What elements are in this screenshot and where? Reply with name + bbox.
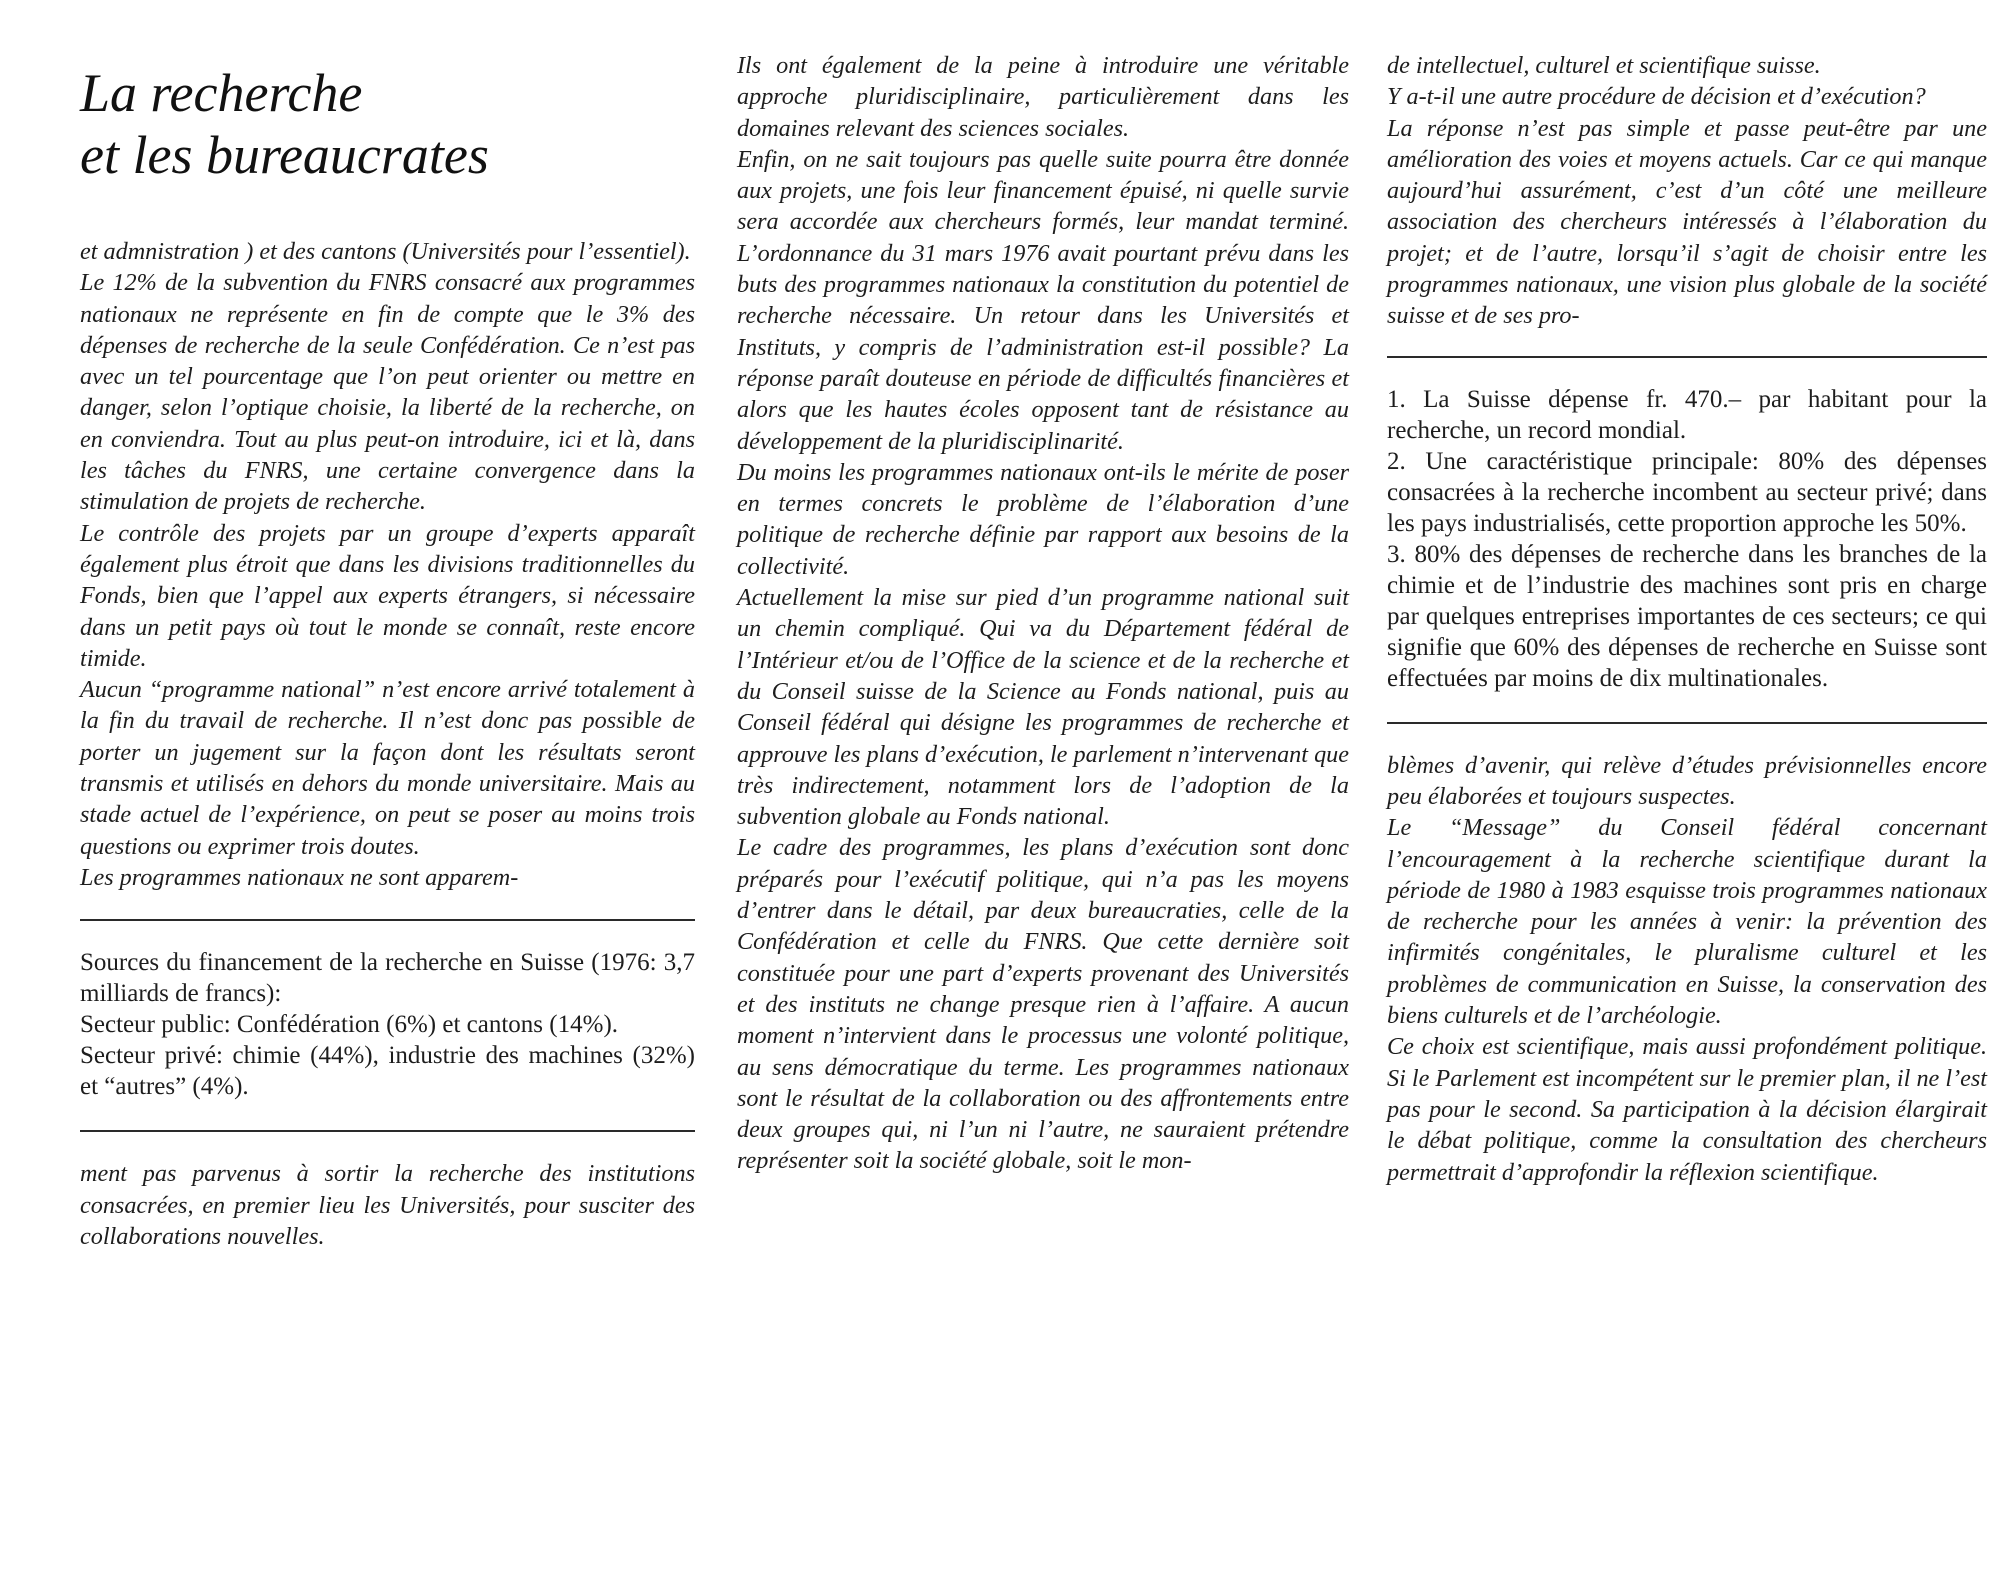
paragraph: Du moins les programmes nationaux ont-ils le mérite de poser en termes concrets le problème de l’élaboration d’une politique de recherche définie par rapport aux besoins de la collectivité. (737, 458, 1349, 580)
paragraph: Ils ont également de la peine à introduire une véritable approche pluridisciplinaire, particulièrement dans les domaines relevant des sciences sociales. (737, 52, 1349, 142)
paragraph: Y a-t-il une autre procédure de décision et d’exécution? (1387, 83, 1926, 111)
paragraph: de intellectuel, culturel et scientifique suisse. (1387, 52, 1821, 79)
column-right-body-top (1387, 50, 1987, 332)
paragraph: Le 12% de la subvention du FNRS consacré aux programmes nationaux ne représente en fin de compte que le 3% des dépenses de recherche de la seule Confédération. Ce n’est pas avec un tel pourcentage que l’on peut orienter ou mettre en danger, selon l’optique choisie, la liberté de la recherche, on en conviendra. Tout au plus peut-on introduire, ici et là, dans les tâches du FNRS, une certaine convergence dans la stimulation de projets de recherche. (80, 269, 695, 516)
paragraph: Aucun “programme national” n’est encore arrivé totalement à la fin du travail de recherche. Il n’est donc pas possible de porter un jugement sur la façon dont les résultats seront transmis et utilisés en dehors du monde universitaire. Mais au stade actuel de l’expérience, on peut se poser au moins trois questions ou exprimer trois doutes. (80, 676, 695, 860)
box-paragraph: Sources du financement de la recherche en Suisse (1976: 3,7 milliards de francs): (80, 949, 695, 1008)
column-left-body-top (80, 236, 695, 893)
column-left-body-bottom (80, 1158, 695, 1252)
column-right-body-bottom (1387, 750, 1987, 1188)
box-paragraph: Secteur privé: chimie (44%), industrie des machines (32%) et “autres” (4%). (80, 1042, 695, 1101)
title-line-1: La recherche (80, 63, 363, 123)
paragraph: Les programmes nationaux ne sont apparem- (80, 863, 519, 891)
paragraph: Ce choix est scientifique, mais aussi profondément politique. Si le Parlement est incompétent sur le premier plan, il ne l’est pas pour le second. Sa participation à la décision élargirait le débat politique, comme la consultation des chercheurs permettrait d’approfondir la réflexion scientifique. (1387, 1033, 1987, 1186)
box-paragraph: Secteur public: Confédération (6%) et cantons (14%). (80, 1011, 619, 1039)
column-middle-body (737, 50, 1349, 1177)
column-right (1387, 50, 1987, 1188)
paragraph: La réponse n’est pas simple et passe peut-être par une amélioration des voies et moyens actuels. Car ce qui manque aujourd’hui assurément, c’est d’un côté une meilleure association des chercheurs intéressés à l’élaboration du projet; et de l’autre, lorsqu’il s’agit de choisir entre les programmes nationaux, une vision plus globale de la société suisse et de ses pro- (1387, 114, 1987, 330)
box-paragraph: 2. Une caractéristique principale: 80% des dépenses consacrées à la recherche incombent au secteur privé; dans les pays industrialisés, cette proportion approche les 50%. (1387, 447, 1987, 537)
sidebar-box-facts (1387, 356, 1987, 724)
box-paragraph: 3. 80% des dépenses de recherche dans les branches de la chimie et de l’industrie des machines sont pris en charge par quelques entreprises importantes de ces secteurs; ce qui signifie que 60% des dépenses de recherche en Suisse sont effectuées par moins de dix multinationales. (1387, 540, 1987, 692)
paragraph: ment pas parvenus à sortir la recherche des institutions consacrées, en premier lieu les Universités, pour susciter des collaborations nouvelles. (80, 1160, 695, 1250)
sidebar-box-financing (80, 919, 695, 1132)
paragraph: blèmes d’avenir, qui relève d’études prévisionnelles encore peu élaborées et toujours suspectes. (1387, 751, 1987, 810)
paragraph: et admnistration ) et des cantons (Universités pour l’essentiel). (80, 238, 691, 265)
paragraph: Le contrôle des projets par un groupe d’experts apparaît également plus étroit que dans les divisions traditionnelles du Fonds, bien que l’appel aux experts étrangers, si nécessaire dans un petit pays où tout le monde se connaît, reste encore timide. (80, 519, 695, 672)
paragraph: Le “Message” du Conseil fédéral concernant l’encouragement à la recherche scientifique durant la période de 1980 à 1983 esquisse trois programmes nationaux de recherche pour les années à venir: la prévention des infirmités congénitales, le pluralisme culturel et les problèmes de communication en Suisse, la conservation des biens culturels et de l’archéologie. (1387, 814, 1987, 1030)
article-title (80, 62, 695, 186)
paragraph: Le cadre des programmes, les plans d’exécution sont donc préparés pour l’exécutif politique, qui n’a pas les moyens d’entrer dans le détail, par deux bureaucraties, celle de la Confédération et celle du FNRS. Que cette dernière soit constituée pour une part d’experts provenant des Universités et des instituts ne change presque rien à l’affaire. A aucun moment n’intervient dans le processus une volonté politique, au sens démocratique du terme. Les programmes nationaux sont le résultat de la collaboration ou des affrontements entre deux groupes qui, ni l’un ni l’autre, ne sauraient prétendre représenter soit la société globale, soit le mon- (737, 834, 1349, 1175)
paragraph: Actuellement la mise sur pied d’un programme national suit un chemin compliqué. Qui va du Département fédéral de l’Intérieur et/ou de l’Office de la science et de la recherche et du Conseil suisse de la Science au Fonds national, puis au Conseil fédéral qui désigne les programmes de recherche et approuve les plans d’exécution, le parlement n’intervenant que très indirectement, notamment lors de l’adoption de la subvention globale au Fonds national. (737, 584, 1349, 831)
box-paragraph: 1. La Suisse dépense fr. 470.– par habitant pour la recherche, un record mondial. (1387, 385, 1987, 444)
column-left (80, 50, 695, 1252)
column-middle (737, 50, 1349, 1177)
title-line-2: et les bureaucrates (80, 125, 489, 185)
paragraph: Enfin, on ne sait toujours pas quelle suite pourra être donnée aux projets, une fois leur financement épuisé, ni quelle survie sera accordée aux chercheurs formés, leur mandat terminé. L’ordonnance du 31 mars 1976 avait pourtant prévu dans les buts des programmes nationaux la constitution du potentiel de recherche nécessaire. Un retour dans les Universités et Instituts, y compris de l’administration est-il possible? La réponse paraît douteuse en période de difficultés financières et alors que les hautes écoles opposent tant de résistance au développement de la pluridisciplinarité. (737, 145, 1349, 455)
